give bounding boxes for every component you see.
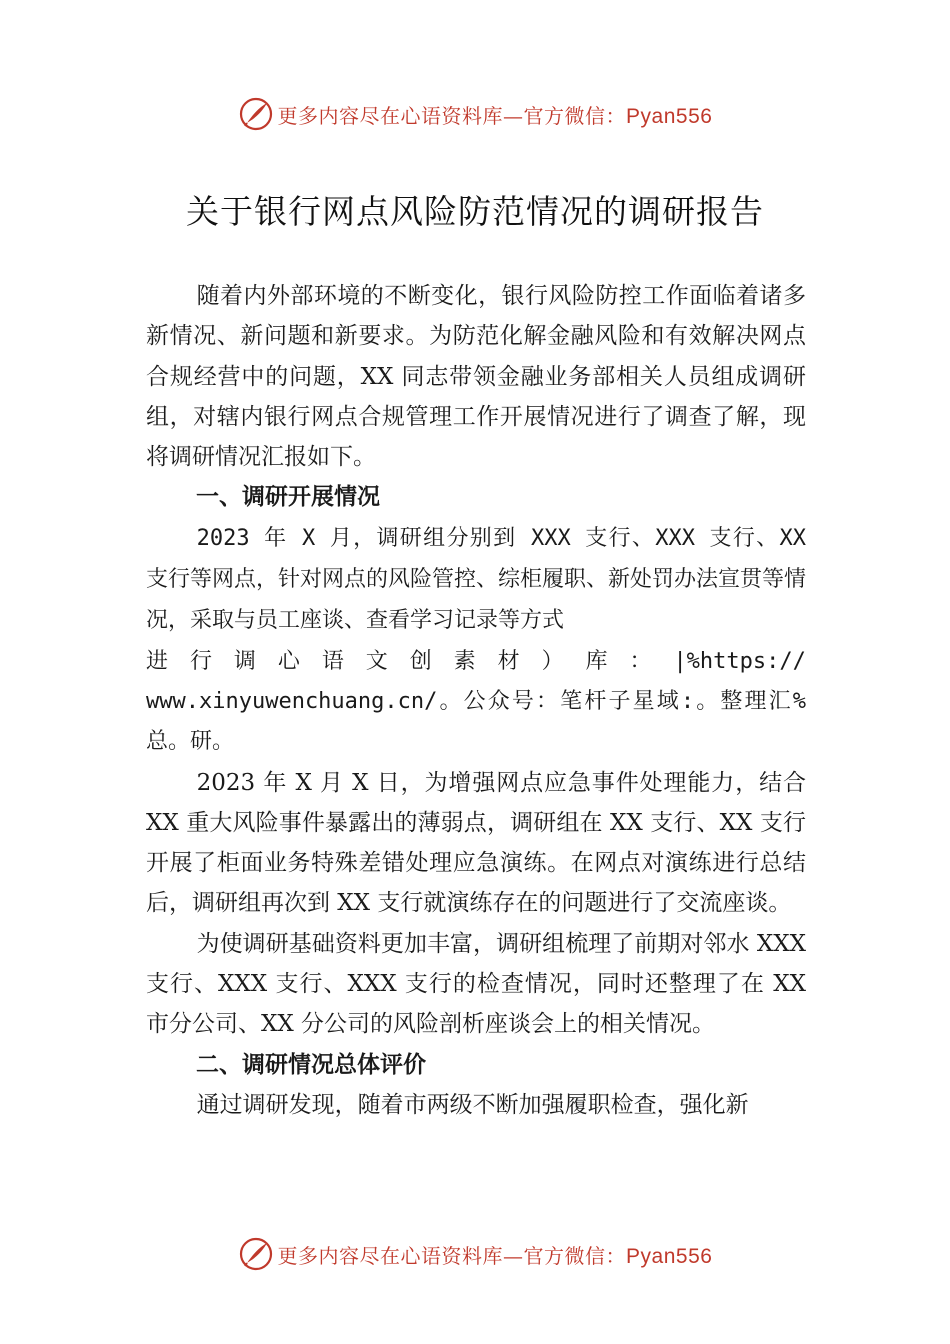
header-watermark-banner [0, 94, 950, 134]
intro-paragraph: 随着内外部环境的不断变化，银行风险防控工作面临着诸多新情况、新问题和新要求。为防范化解金融风险和有效解决网点合规经营中的问题，XX 同志带领金融业务部相关人员组成调研组，对辖内银行网点合规管理工作开展情况进行了调查了解，现将调研情况汇报如下。 [146, 283, 806, 471]
paragraph-3: 为使调研基础资料更加丰富，调研组梳理了前期对邻水 XXX 支行、XXX 支行、XXX 支行的检查情况，同时还整理了在 XX 市分公司、XX 分公司的风险剖析座谈会上的相关情况。 [146, 930, 806, 1038]
wechat-handle: Pyan556 [626, 104, 713, 128]
spread-char: 进 [146, 648, 169, 674]
quill-logo-icon [238, 1236, 274, 1272]
wechat-handle: Pyan556 [626, 1244, 713, 1268]
paragraph-2: 2023 年 X 月 X 日，为增强网点应急事件处理能力，结合 XX 重大风险事件暴露出的薄弱点，调研组在 XX 支行、XX 支行开展了柜面业务特殊差错处理应急演练。在网点对演练进行总结后，调研组再次到 XX 支行就演练存在的问题进行了交流座谈。 [146, 769, 806, 917]
spread-char: 文 [365, 648, 388, 674]
paragraph-4: 通过调研发现，随着市两级不断加强履职检查，强化新 [196, 1091, 749, 1118]
spread-char: ） [541, 648, 564, 674]
banner-text: 更多内容尽在心语资料库—官方微信：Pyan556 [277, 103, 713, 128]
spread-char: ： [629, 648, 652, 674]
spread-char: 创 [409, 648, 432, 674]
section-heading-1: 一、调研开展情况 [196, 484, 380, 511]
paragraph-1: 2023 年 X 月，调研组分别到 XXX 支行、XXX 支行、XX 支行等网点，针对网点的风险管控、综柜履职、新处罚办法宣贯等情况，采取与员工座谈、查看学习记录等方式 [146, 525, 807, 634]
quill-logo-icon [238, 96, 274, 132]
spread-char: 心 [277, 648, 300, 674]
spread-char: 行 [189, 648, 212, 674]
spread-char: |%https:// [673, 648, 806, 674]
document-body [146, 276, 806, 1125]
spread-char: 材 [497, 648, 520, 674]
spread-char: 库 [585, 648, 608, 674]
spread-char: 语 [321, 648, 344, 674]
paragraph-1-spread-line [146, 642, 806, 682]
spread-char: 调 [233, 648, 256, 674]
paragraph-1-tail: www.xinyuwenchuang.cn/。公众号：笔杆子星域:。整理汇%总。研。 [146, 688, 806, 755]
page-title: 关于银行网点风险防范情况的调研报告 [186, 192, 764, 231]
footer-watermark-banner [0, 1234, 950, 1274]
section-heading-2: 二、调研情况总体评价 [196, 1051, 426, 1078]
banner-text: 更多内容尽在心语资料库—官方微信：Pyan556 [277, 1243, 713, 1268]
spread-char: 素 [453, 648, 476, 674]
